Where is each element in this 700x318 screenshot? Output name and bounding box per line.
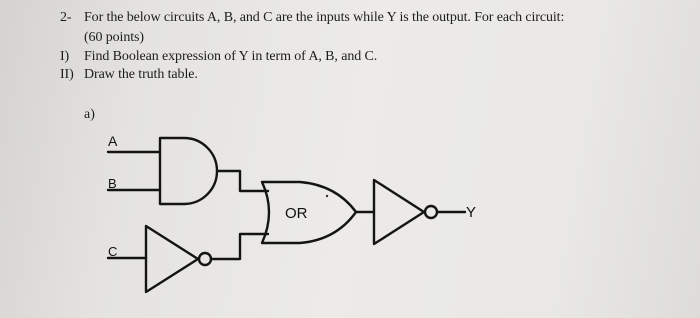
input-label-a: A (108, 133, 118, 149)
question-points: (60 points) (84, 30, 144, 45)
part-2-number: II) (60, 67, 74, 82)
or-gate-label: OR (285, 205, 308, 222)
part-1-number: I) (60, 49, 70, 64)
not-gate-c-bubble (199, 253, 211, 265)
input-label-b: B (108, 176, 117, 191)
output-label-y: Y (466, 204, 477, 221)
not-gate-c (146, 226, 198, 292)
and-gate (160, 138, 217, 204)
part-2-text: Draw the truth table. (84, 67, 198, 82)
part-1-text: Find Boolean expression of Y in term of A, B, and C. (84, 49, 378, 64)
question-text: For the below circuits A, B, and C are the inputs while Y is the output. For each circuit: (84, 10, 565, 25)
not-gate-output (374, 180, 424, 244)
circuit-sublabel: a) (84, 107, 95, 122)
not-gate-output-bubble (425, 206, 437, 218)
question-number: 2- (60, 10, 72, 25)
stray-dot (326, 195, 328, 197)
wire-and-to-or (217, 171, 268, 191)
wire-not-to-or (211, 234, 268, 259)
or-gate (262, 182, 356, 243)
input-label-c: C (108, 244, 118, 259)
